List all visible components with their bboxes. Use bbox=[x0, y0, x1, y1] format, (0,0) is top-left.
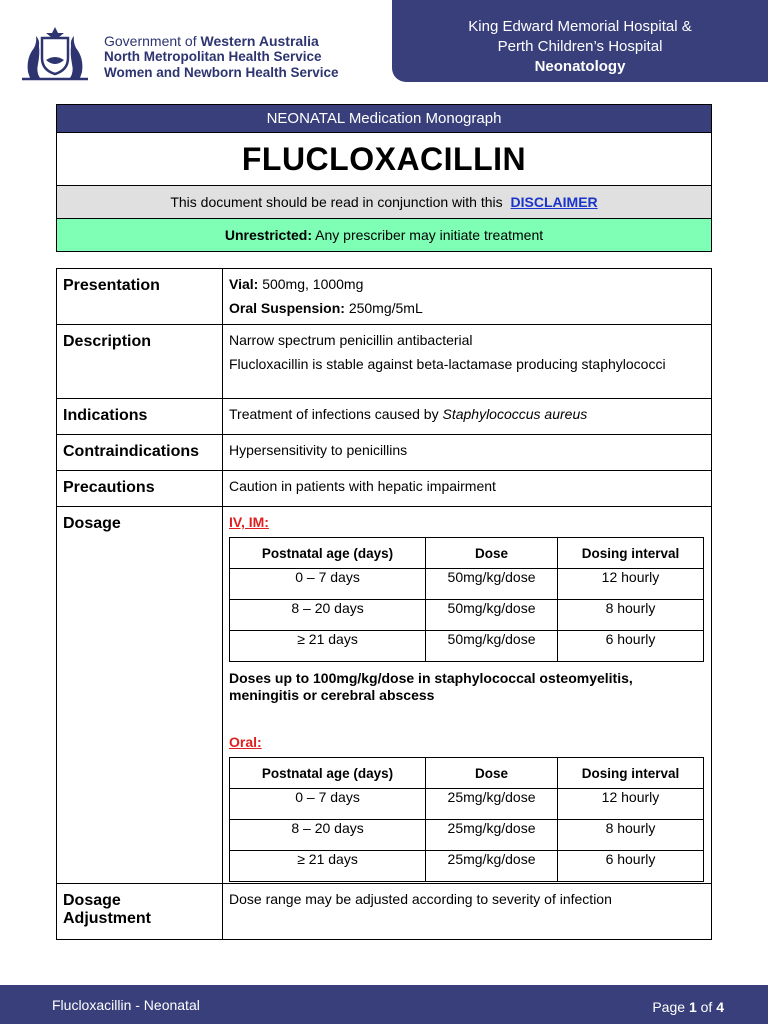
page-current: 1 bbox=[688, 999, 697, 1015]
iv-header-dose: Dose bbox=[426, 538, 558, 569]
description-label: Description bbox=[57, 325, 223, 399]
disclaimer-row bbox=[57, 185, 711, 218]
iv-dose-note: Doses up to 100mg/kg/dose in staphylococcal osteomyelitis, meningitis or cerebral abscess bbox=[229, 670, 633, 703]
iv-interval: 6 hourly bbox=[557, 631, 703, 662]
iv-dose: 50mg/kg/dose bbox=[426, 600, 558, 631]
org-line3: Women and Newborn Health Service bbox=[104, 65, 339, 80]
contraindications-label: Contraindications bbox=[57, 435, 223, 471]
table-row bbox=[230, 789, 704, 820]
department: Neonatology bbox=[534, 58, 626, 75]
iv-age: ≥ 21 days bbox=[230, 631, 426, 662]
disclaimer-text: This document should be read in conjunction with this bbox=[170, 194, 503, 210]
org-state: Western Australia bbox=[200, 33, 319, 49]
hospital-header bbox=[392, 0, 768, 82]
table-row bbox=[230, 851, 704, 882]
oral-dose: 25mg/kg/dose bbox=[426, 851, 558, 882]
restriction-label: Unrestricted: bbox=[224, 227, 313, 243]
iv-dose: 50mg/kg/dose bbox=[426, 569, 558, 600]
oral-interval: 12 hourly bbox=[557, 789, 703, 820]
org-prefix: Government of bbox=[104, 33, 197, 49]
page-number bbox=[652, 999, 724, 1015]
oral-age: 0 – 7 days bbox=[230, 789, 426, 820]
oral-suspension-value: 250mg/5mL bbox=[348, 300, 423, 316]
organisation-names bbox=[104, 33, 339, 81]
indications-organism: Staphylococcus aureus bbox=[442, 406, 588, 422]
restriction-text: Any prescriber may initiate treatment bbox=[315, 227, 544, 243]
footer-title: Flucloxacillin - Neonatal bbox=[52, 997, 200, 1013]
oral-route-title: Oral: bbox=[229, 734, 262, 750]
adjustment-label bbox=[57, 884, 223, 940]
table-row bbox=[230, 631, 704, 662]
iv-header-row bbox=[230, 538, 704, 569]
adjustment-label-line1: Dosage bbox=[63, 892, 121, 909]
dosage-row bbox=[57, 507, 712, 884]
monograph-table bbox=[56, 268, 712, 940]
indications-content bbox=[223, 399, 712, 435]
contraindications-row bbox=[57, 435, 712, 471]
presentation-label: Presentation bbox=[57, 269, 223, 325]
description-line2: Flucloxacillin is stable against beta-lactamase producing staphylococci bbox=[229, 356, 666, 372]
table-row bbox=[230, 820, 704, 851]
table-row bbox=[230, 569, 704, 600]
hospital-line1: King Edward Memorial Hospital & bbox=[468, 18, 692, 35]
oral-header-dose: Dose bbox=[426, 758, 558, 789]
oral-interval: 8 hourly bbox=[557, 820, 703, 851]
iv-dose-table bbox=[229, 537, 704, 662]
oral-dose: 25mg/kg/dose bbox=[426, 789, 558, 820]
adjustment-row bbox=[57, 884, 712, 940]
adjustment-text: Dose range may be adjusted according to severity of infection bbox=[229, 891, 612, 907]
precautions-content bbox=[223, 471, 712, 507]
contraindications-text: Hypersensitivity to penicillins bbox=[229, 442, 408, 458]
dosage-content bbox=[223, 507, 712, 884]
iv-interval: 12 hourly bbox=[557, 569, 703, 600]
presentation-content bbox=[223, 269, 712, 325]
indications-text: Treatment of infections caused by bbox=[229, 406, 439, 422]
presentation-row bbox=[57, 269, 712, 325]
iv-route-title: IV, IM: bbox=[229, 514, 269, 530]
oral-dose: 25mg/kg/dose bbox=[426, 820, 558, 851]
monograph-header bbox=[56, 104, 712, 252]
description-content bbox=[223, 325, 712, 399]
oral-dose-table bbox=[229, 757, 704, 882]
iv-age: 8 – 20 days bbox=[230, 600, 426, 631]
table-row bbox=[230, 600, 704, 631]
oral-interval: 6 hourly bbox=[557, 851, 703, 882]
vial-value: 500mg, 1000mg bbox=[262, 276, 364, 292]
disclaimer-link[interactable]: DISCLAIMER bbox=[510, 194, 598, 210]
page-total: 4 bbox=[716, 999, 724, 1015]
iv-header-interval: Dosing interval bbox=[557, 538, 703, 569]
vial-label: Vial: bbox=[229, 276, 259, 292]
restriction-row bbox=[57, 218, 711, 251]
contraindications-content bbox=[223, 435, 712, 471]
adjustment-label-line2: Adjustment bbox=[63, 910, 151, 927]
oral-header-interval: Dosing interval bbox=[557, 758, 703, 789]
description-line1: Narrow spectrum penicillin antibacterial bbox=[229, 332, 473, 348]
page-prefix: Page bbox=[652, 999, 686, 1015]
hospital-line2: Perth Children’s Hospital bbox=[497, 38, 663, 55]
oral-header-age: Postnatal age (days) bbox=[230, 758, 426, 789]
drug-name: FLUCLOXACILLIN bbox=[57, 132, 711, 185]
monograph-category: NEONATAL Medication Monograph bbox=[57, 105, 711, 132]
oral-age: ≥ 21 days bbox=[230, 851, 426, 882]
oral-suspension-label: Oral Suspension: bbox=[229, 300, 345, 316]
indications-row bbox=[57, 399, 712, 435]
indications-label: Indications bbox=[57, 399, 223, 435]
page-footer bbox=[0, 985, 768, 1024]
precautions-row bbox=[57, 471, 712, 507]
iv-dose: 50mg/kg/dose bbox=[426, 631, 558, 662]
iv-interval: 8 hourly bbox=[557, 600, 703, 631]
dosage-label: Dosage bbox=[57, 507, 223, 884]
precautions-label: Precautions bbox=[57, 471, 223, 507]
wa-crest-logo bbox=[20, 24, 90, 82]
description-row bbox=[57, 325, 712, 399]
page-of: of bbox=[700, 999, 713, 1015]
oral-age: 8 – 20 days bbox=[230, 820, 426, 851]
adjustment-content bbox=[223, 884, 712, 940]
precautions-text: Caution in patients with hepatic impairment bbox=[229, 478, 496, 494]
org-line2: North Metropolitan Health Service bbox=[104, 49, 322, 64]
oral-header-row bbox=[230, 758, 704, 789]
iv-header-age: Postnatal age (days) bbox=[230, 538, 426, 569]
iv-age: 0 – 7 days bbox=[230, 569, 426, 600]
